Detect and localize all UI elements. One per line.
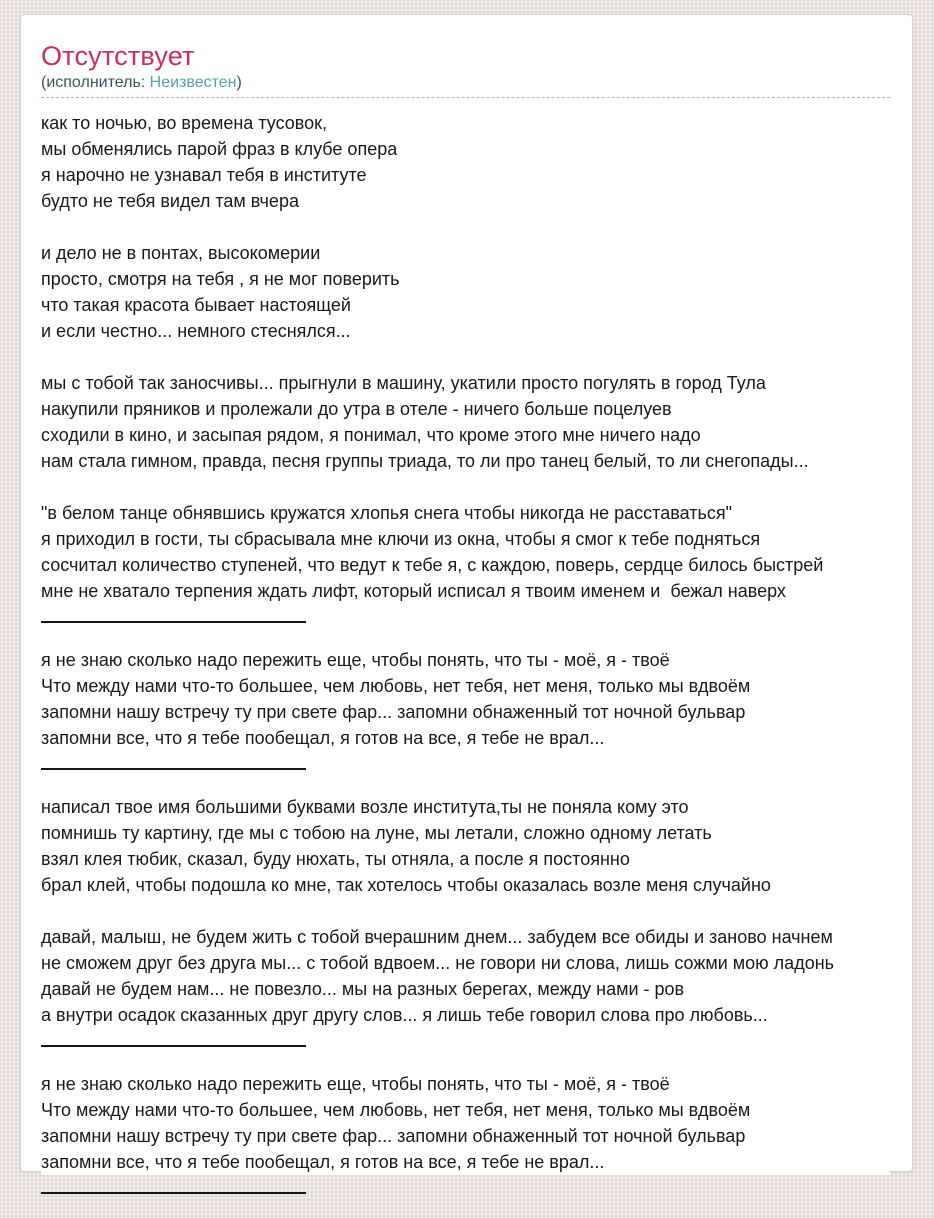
lyrics-line: сходили в кино, и засыпая рядом, я понимал, что кроме этого мне ничего надо [41, 422, 890, 448]
lyrics-card [20, 14, 913, 1172]
lyrics-line: я не знаю сколько надо пережить еще, чтобы понять, что ты - моё, я - твоё [41, 1071, 890, 1097]
lyrics-line: нам стала гимном, правда, песня группы триада, то ли про танец белый, то ли снегопады... [41, 448, 890, 474]
verse-1 [41, 110, 890, 214]
lyrics-line: Что между нами что-то большее, чем любовь, нет тебя, нет меня, только мы вдвоём [41, 673, 890, 699]
lyrics-line: помнишь ту картину, где мы с тобою на луне, мы летали, сложно одному летать [41, 820, 890, 846]
lyrics-line: будто не тебя видел там вчера [41, 188, 890, 214]
lyrics-line: мне не хватало терпения ждать лифт, который исписал я твоим именем и бежал наверх [41, 578, 890, 604]
artist-line [41, 73, 890, 93]
lyrics-line: взял клея тюбик, сказал, буду нюхать, ты отняла, а после я постоянно [41, 846, 890, 872]
stanza-separator [41, 1045, 890, 1071]
chorus-2 [41, 1071, 890, 1175]
lyrics-line: и дело не в понтах, высокомерии [41, 240, 890, 266]
artist-label-prefix: (исполнитель: [41, 74, 150, 91]
lyrics-line: брал клей, чтобы подошла ко мне, так хотелось чтобы оказалась возле меня случайно [41, 872, 890, 898]
separator-rule [41, 1192, 306, 1194]
separator-rule [41, 768, 306, 770]
lyrics-line: сосчитал количество ступеней, что ведут к тебе я, с каждою, поверь, сердце билось быстрей [41, 552, 890, 578]
verse-3 [41, 370, 890, 474]
lyrics-line: я нарочно не узнавал тебя в институте [41, 162, 890, 188]
stanza-separator [41, 621, 890, 647]
chorus-1 [41, 647, 890, 751]
artist-link[interactable]: Неизвестен [149, 74, 237, 91]
lyrics-line: а внутри осадок сказанных друг другу слов... я лишь тебе говорил слова про любовь... [41, 1002, 890, 1028]
lyrics-line: "в белом танце обнявшись кружатся хлопья снега чтобы никогда не расставаться" [41, 500, 890, 526]
lyrics-line: и если честно... немного стеснялся... [41, 318, 890, 344]
verse-2 [41, 240, 890, 344]
lyrics-line: запомни все, что я тебе пообещал, я готов на все, я тебе не врал... [41, 1149, 890, 1175]
lyrics-line: запомни все, что я тебе пообещал, я готов на все, я тебе не врал... [41, 725, 890, 751]
stanza-separator [41, 768, 890, 794]
lyrics-line: не сможем друг без друга мы... с тобой вдвоем... не говори ни слова, лишь сожми мою ладонь [41, 950, 890, 976]
lyrics-line: я приходил в гости, ты сбрасывала мне ключи из окна, чтобы я смог к тебе подняться [41, 526, 890, 552]
lyrics-line: что такая красота бывает настоящей [41, 292, 890, 318]
lyrics-line: запомни нашу встречу ту при свете фар... запомни обнаженный тот ночной бульвар [41, 699, 890, 725]
separator-rule [41, 621, 306, 623]
artist-label-suffix: ) [236, 74, 242, 91]
verse-6 [41, 924, 890, 1028]
lyrics-line: просто, смотря на тебя , я не мог поверить [41, 266, 890, 292]
verse-5 [41, 794, 890, 898]
lyrics-line: написал твое имя большими буквами возле института,ты не поняла кому это [41, 794, 890, 820]
lyrics-line: давай, малыш, не будем жить с тобой вчерашним днем... забудем все обиды и заново начнем [41, 924, 890, 950]
lyrics-line: Что между нами что-то большее, чем любовь, нет тебя, нет меня, только мы вдвоём [41, 1097, 890, 1123]
lyrics-line: как то ночью, во времена тусовок, [41, 110, 890, 136]
verse-4 [41, 500, 890, 604]
song-header [41, 42, 890, 98]
lyrics-line: я не знаю сколько надо пережить еще, чтобы понять, что ты - моё, я - твоё [41, 647, 890, 673]
lyrics-line: мы обменялись парой фраз в клубе опера [41, 136, 890, 162]
lyrics-line: давай не будем нам... не повезло... мы на разных берегах, между нами - ров [41, 976, 890, 1002]
lyrics-line: запомни нашу встречу ту при свете фар... запомни обнаженный тот ночной бульвар [41, 1123, 890, 1149]
lyrics-line: мы с тобой так заносчивы... прыгнули в машину, укатили просто погулять в город Тула [41, 370, 890, 396]
separator-rule [41, 1045, 306, 1047]
lyrics [41, 110, 890, 1218]
lyrics-line: накупили пряников и пролежали до утра в отеле - ничего больше поцелуев [41, 396, 890, 422]
song-title: Отсутствует [41, 41, 195, 71]
